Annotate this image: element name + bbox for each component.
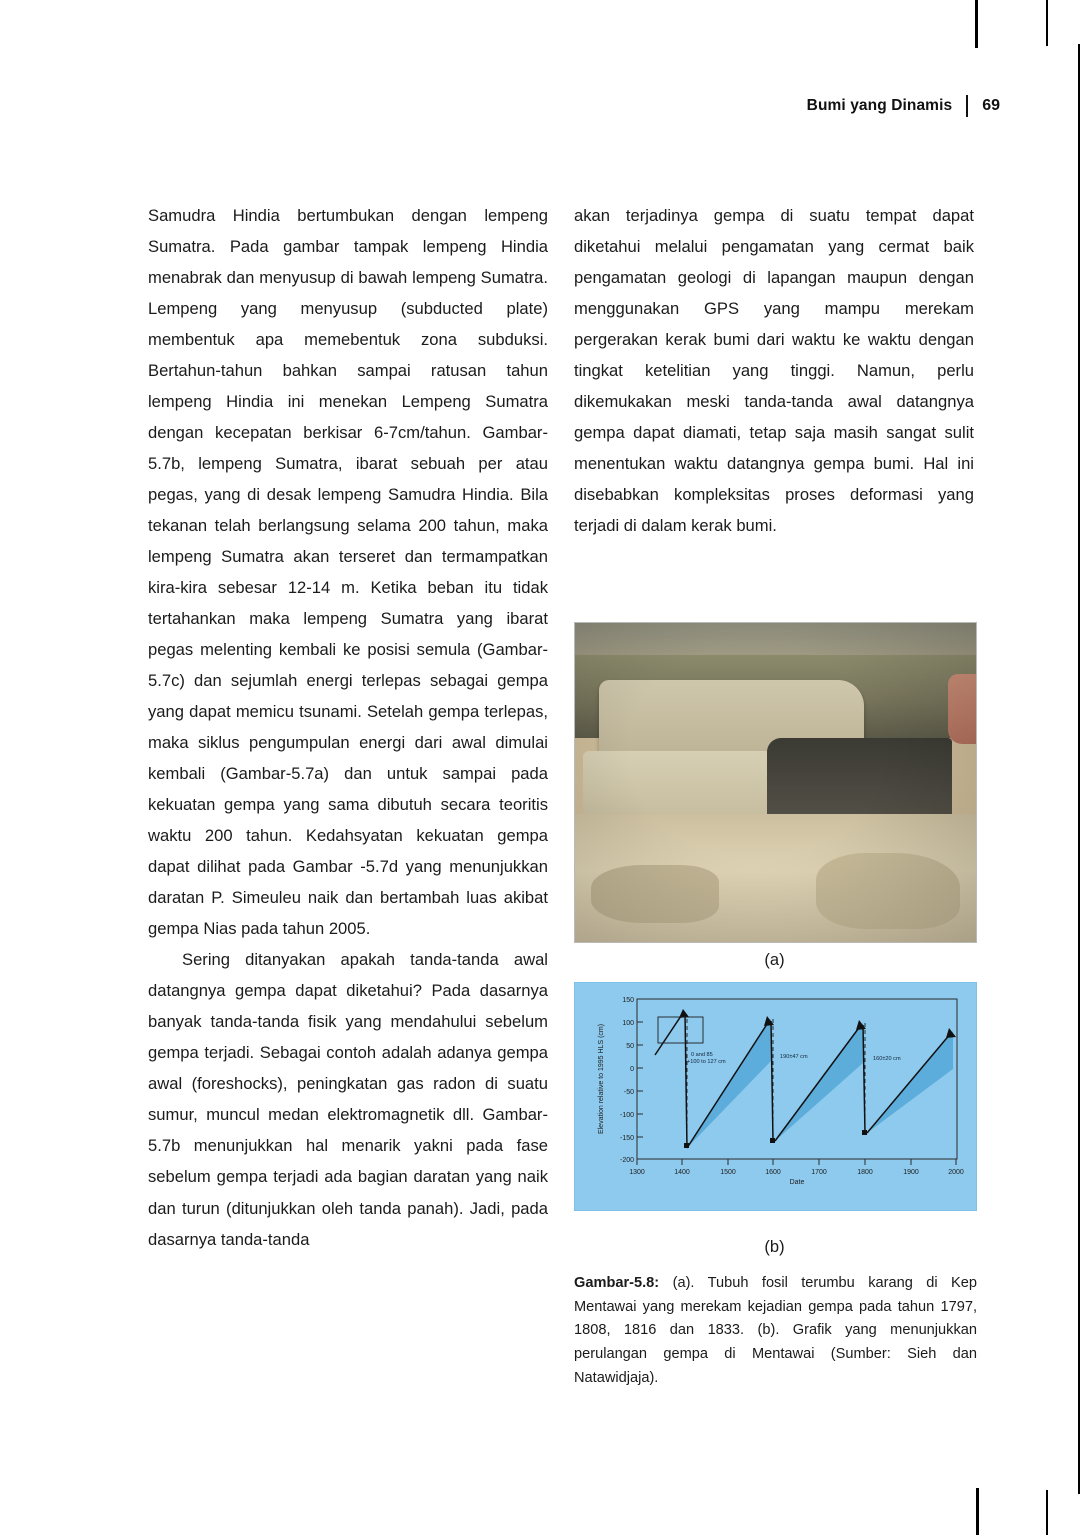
svg-text:1900: 1900 [903, 1169, 919, 1176]
body-column-right [574, 200, 974, 541]
chart-svg [575, 983, 976, 1210]
svg-text:190±47 cm: 190±47 cm [780, 1054, 808, 1060]
svg-text:-100: -100 [619, 1112, 634, 1119]
svg-text:Date: Date [789, 1179, 805, 1186]
header-title: Bumi yang Dinamis [806, 97, 953, 114]
svg-text:0 and 85: 0 and 85 [691, 1052, 713, 1058]
crop-mark-bottom-left [976, 1488, 979, 1535]
svg-text:+100 to 127 cm: +100 to 127 cm [687, 1059, 726, 1065]
svg-text:100: 100 [622, 1020, 634, 1027]
svg-text:-200: -200 [619, 1157, 634, 1164]
svg-text:-50: -50 [623, 1089, 634, 1096]
paragraph: akan terjadinya gempa di suatu tempat dapat diketahui melalui pengamatan yang cermat baik pengamatan geologi di lapangan maupun dengan menggunakan GPS yang mampu merekam pergerakan kerak bumi dari waktu ke waktu dengan tingkat ketelitian yang tinggi. Namun, perlu dikemukakan meski tanda-tanda awal datangnya gempa dapat diamati, tetap saja masih sangat sulit menentukan waktu datangnya gempa bumi. Hal ini disebabkan kompleksitas proses deformasi yang terjadi di dalam kerak bumi. [574, 206, 974, 536]
svg-text:2000: 2000 [948, 1169, 964, 1176]
caption-text: (a). Tubuh fosil terumbu karang di Kep Mentawai yang merekam kejadian gempa pada tahun 1797, 1808, 1816 dan 1833. (b). Grafik yang menunjukkan perulangan gempa di Mentawai (Sumber: Sieh dan Natawidjaja). [574, 1275, 977, 1386]
figure-label-b: (b) [764, 1238, 785, 1256]
svg-text:50: 50 [626, 1043, 634, 1050]
figure-label-a: (a) [764, 951, 785, 969]
figure-caption [574, 1272, 977, 1390]
svg-text:1700: 1700 [811, 1169, 827, 1176]
svg-text:160±20 cm: 160±20 cm [873, 1056, 901, 1062]
svg-text:150: 150 [622, 997, 634, 1004]
figure-chart-earthquake-cycles [574, 982, 977, 1211]
svg-text:-150: -150 [619, 1135, 634, 1142]
crop-mark-top-right [1046, 0, 1048, 46]
svg-text:1600: 1600 [765, 1169, 781, 1176]
photo-vignette [575, 623, 976, 942]
crop-mark-bottom-right [1046, 1490, 1048, 1535]
svg-text:1400: 1400 [674, 1169, 690, 1176]
paragraph: Sering ditanyakan apakah tanda-tanda awal datangnya gempa dapat diketahui? Pada dasarnya banyak tanda-tanda fisik yang mendahului sebelum gempa terjadi. Sebagai contoh adalah adanya gempa awal (foreshocks), peningkatan gas radon di suatu sumur, muncul medan elektromagnetik dll. Gambar-5.7b menunjukkan hal menarik yakni pada fase sebelum gempa terjadi ada bagian daratan yang naik dan turun (ditunjukkan oleh tanda panah). Jadi, pada dasarnya tanda-tanda [148, 950, 548, 1249]
svg-text:1500: 1500 [720, 1169, 736, 1176]
running-header [807, 95, 1000, 117]
body-column-left [148, 200, 548, 1255]
svg-text:1800: 1800 [857, 1169, 873, 1176]
figure-photo-coral-reef [574, 622, 977, 943]
crop-mark-top-left [975, 0, 978, 48]
svg-text:Elevation relative to 1995 HLS: Elevation relative to 1995 HLS (cm) [598, 1023, 605, 1135]
paragraph: Samudra Hindia bertumbukan dengan lempeng Sumatra. Pada gambar tampak lempeng Hindia menabrak dan menyusup di bawah lempeng Sumatra. Lempeng yang menyusup (subducted plate) membentuk apa memebentuk zona subduksi. Bertahun-tahun bahkan sampai ratusan tahun lempeng Hindia ini menekan Lempeng Sumatra dengan kecepatan berkisar 6-7cm/tahun. Gambar-5.7b, lempeng Sumatra, ibarat sebuah per atau pegas, yang di desak lempeng Samudra Hindia. Bila tekanan telah berlangsung selama 200 tahun, maka lempeng Sumatra akan terseret dan termampatkan kira-kira sebesar 12-14 m. Ketika beban itu tidak tertahankan maka lempeng Sumatra yang ibarat pegas melenting kembali ke posisi semula (Gambar-5.7c) dan sejumlah energi terlepas sebagai gempa yang dapat memicu tsunami. Setelah gempa terlepas, maka siklus pengumpulan energi dari awal dimulai kembali (Gambar-5.7a) dan untuk sampai pada kekuatan gempa yang sama dibutuh secara teoritis waktu 200 tahun. Kedahsyatan kekuatan gempa dapat dilihat pada Gambar -5.7d yang menunjukkan daratan P. Simeuleu naik dan bertambah luas akibat gempa Nias pada tahun 2005. [148, 206, 548, 939]
page-number: 69 [982, 97, 1000, 114]
crop-mark-right-edge [1078, 44, 1080, 1494]
header-divider [966, 95, 968, 117]
caption-prefix: Gambar-5.8: [574, 1275, 660, 1291]
svg-text:1300: 1300 [629, 1169, 645, 1176]
svg-text:0: 0 [630, 1066, 634, 1073]
